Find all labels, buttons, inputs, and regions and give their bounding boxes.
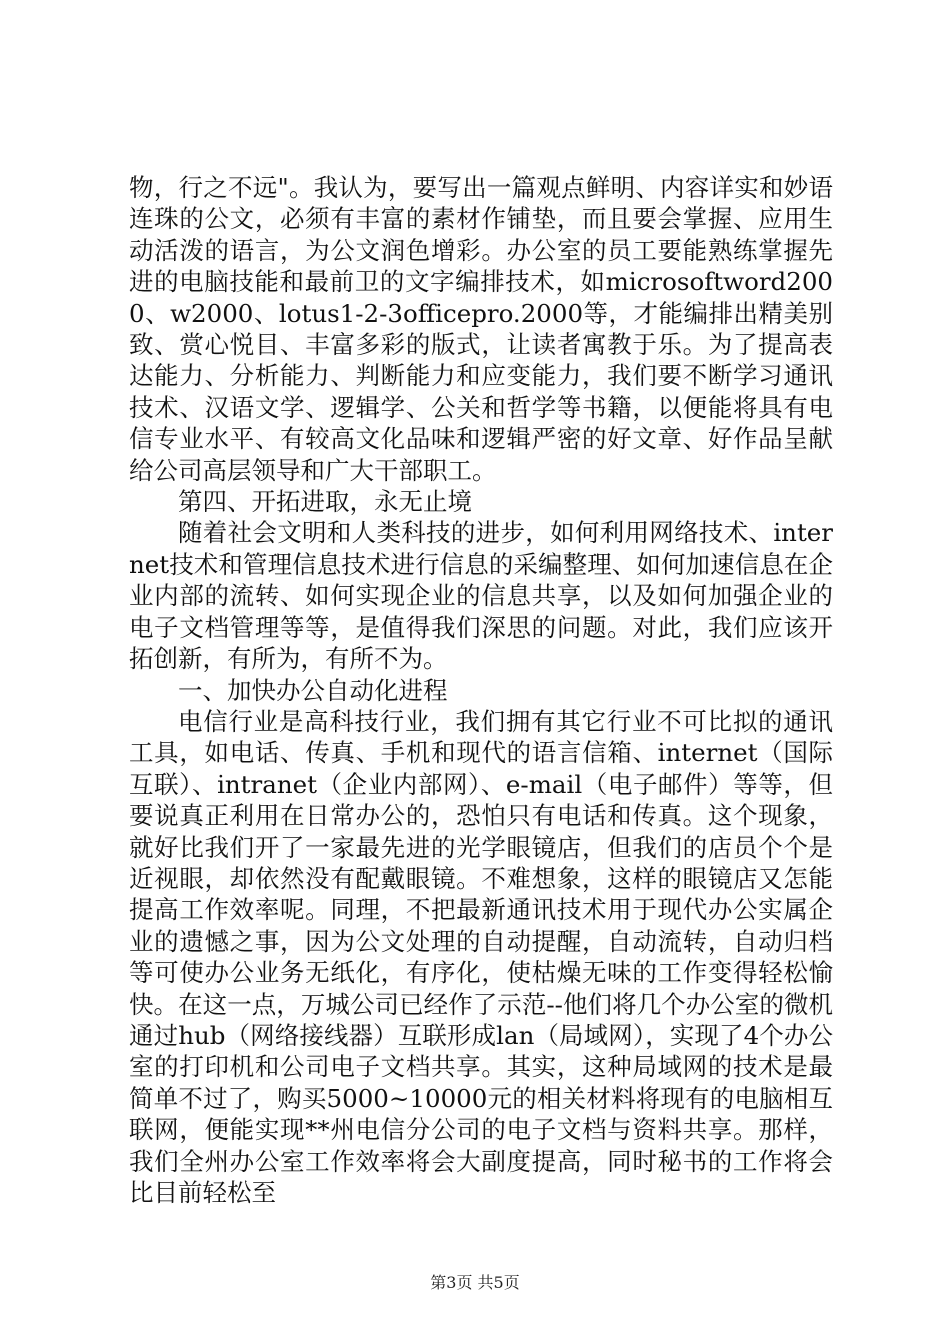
subsection-heading-1: 一、加快办公自动化进程 xyxy=(178,675,448,705)
page-number-footer: 第3页 共5页 xyxy=(430,1273,520,1292)
paragraph-progress: 随着社会文明和人类科技的进步，如何利用网络技术、internet技术和管理信息技术进行信息的采编整理、如何加速信息在企业内部的流转、如何实现企业的信息共享，以及如何加强企业的电子文档管理等等，是值得我们深思的问题。对此，我们应该开拓创新，有所为，有所不为。 xyxy=(129,518,833,674)
document-body xyxy=(129,172,833,1208)
section-heading-4: 第四、开拓进取，永无止境 xyxy=(178,487,472,517)
paragraph-continuation: 物，行之不远"。我认为，要写出一篇观点鲜明、内容详实和妙语连珠的公文，必须有丰富的素材作铺垫，而且要会掌握、应用生动活泼的语言，为公文润色增彩。办公室的员工要能熟练掌握先进的电脑技能和最前卫的文字编排技术，如microsoftword2000、w2000、lotus1-2-3officepro.2000等，才能编排出精美别致、赏心悦目、丰富多彩的版式，让读者寓教于乐。为了提高表达能力、分析能力、判断能力和应变能力，我们要不断学习通讯技术、汉语文学、逻辑学、公关和哲学等书籍，以便能将具有电信专业水平、有较高文化品味和逻辑严密的好文章、好作品呈献给公司高层领导和广大干部职工。 xyxy=(129,173,833,485)
paragraph-office-automation: 电信行业是高科技行业，我们拥有其它行业不可比拟的通讯工具，如电话、传真、手机和现代的语言信箱、internet（国际互联）、intranet（企业内部网）、e-mail（电子邮件）等等，但要说真正利用在日常办公的，恐怕只有电话和传真。这个现象，就好比我们开了一家最先进的光学眼镜店，但我们的店员个个是近视眼，却依然没有配戴眼镜。不难想象，这样的眼镜店又怎能提高工作效率呢。同理，不把最新通讯技术用于现代办公实属企业的遗憾之事，因为公文处理的自动提醒，自动流转，自动归档等可使办公业务无纸化，有序化，使枯燥无味的工作变得轻松愉快。在这一点，万城公司已经作了示范--他们将几个办公室的微机通过hub（网络接线器）互联形成lan（局域网），实现了4个办公室的打印机和公司电子文档共享。其实，这种局域网的技术是最简单不过了，购买5000~10000元的相关材料将现有的电脑相互联网，便能实现**州电信分公司的电子文档与资料共享。那样，我们全州办公室工作效率将会大副度提高，同时秘书的工作将会比目前轻松至 xyxy=(129,706,833,1207)
